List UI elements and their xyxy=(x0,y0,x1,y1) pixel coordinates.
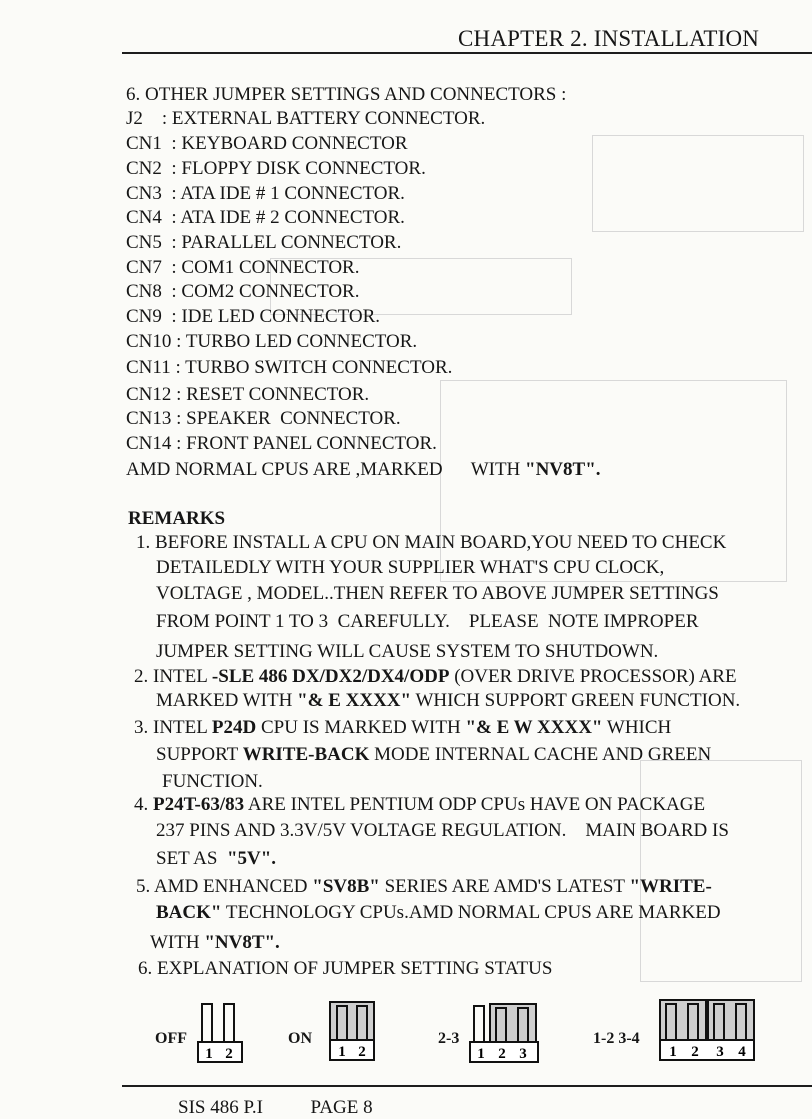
remark-bold: "NV8T". xyxy=(204,932,280,953)
remark-3-line xyxy=(134,717,671,739)
jumper-pin xyxy=(224,1004,234,1042)
pin-number: 2 xyxy=(498,1046,506,1062)
connector-item: CN4 : ATA IDE # 2 CONNECTOR. xyxy=(126,207,405,228)
chapter-title: CHAPTER 2. INSTALLATION xyxy=(458,26,760,51)
remark-text: (OVER DRIVE PROCESSOR) ARE xyxy=(449,666,737,687)
remark-1-line: JUMPER SETTING WILL CAUSE SYSTEM TO SHUTDOWN. xyxy=(156,641,659,662)
remark-bold: "WRITE- xyxy=(629,876,712,897)
remark-bold: P24T-63/83 xyxy=(153,794,245,815)
remark-bold: P24D xyxy=(211,717,257,738)
bleed-through-box xyxy=(592,135,804,232)
pin-number: 2 xyxy=(691,1044,699,1060)
connector-item: CN7 : COM1 CONNECTOR. xyxy=(126,257,360,278)
remark-text: WITH xyxy=(150,932,205,953)
remark-bold: WRITE-BACK xyxy=(242,744,370,765)
jumper-2-3-diagram xyxy=(466,1002,542,1066)
remark-text: SERIES ARE AMD'S LATEST xyxy=(379,876,630,897)
connector-item: CN11 : TURBO SWITCH CONNECTOR. xyxy=(126,357,453,378)
header-rule xyxy=(122,52,812,54)
remark-bold: "& E XXXX" xyxy=(297,690,412,711)
remark-bold: "SV8B" xyxy=(312,876,380,897)
remark-5-line xyxy=(156,902,721,924)
remark-bold: "5V". xyxy=(226,848,277,869)
remark-text: WHICH SUPPORT GREEN FUNCTION. xyxy=(411,690,741,711)
remark-5-line xyxy=(150,932,280,954)
remark-3-line xyxy=(156,744,711,766)
connector-item: CN5 : PARALLEL CONNECTOR. xyxy=(126,232,402,253)
pin-number: 1 xyxy=(669,1044,677,1060)
jumper-label-1-2-3-4: 1-2 3-4 xyxy=(593,1030,640,1047)
remark-1-line: DETAILEDLY WITH YOUR SUPPLIER WHAT'S CPU CLOCK, xyxy=(156,557,665,578)
remark-text: 2. INTEL xyxy=(134,666,212,687)
remark-4-line xyxy=(156,848,276,870)
connector-item: CN1 : KEYBOARD CONNECTOR xyxy=(126,133,408,154)
pin-number: 3 xyxy=(519,1046,527,1062)
remark-3-line: FUNCTION. xyxy=(162,771,263,792)
jumper-label-on: ON xyxy=(288,1030,312,1047)
remark-text: MODE INTERNAL CACHE AND GREEN xyxy=(369,744,712,765)
remark-text: MARKED WITH xyxy=(156,690,298,711)
remark-5-line xyxy=(136,876,712,898)
jumper-label-2-3: 2-3 xyxy=(438,1030,460,1047)
connector-item: CN13 : SPEAKER CONNECTOR. xyxy=(126,408,401,429)
amd-note-mark: "NV8T". xyxy=(525,459,601,480)
pin-number: 2 xyxy=(358,1044,366,1060)
pin-number-box xyxy=(330,1040,374,1060)
remark-text: TECHNOLOGY CPUs.AMD NORMAL CPUS ARE MARKED xyxy=(221,902,721,923)
remark-6-line: 6. EXPLANATION OF JUMPER SETTING STATUS xyxy=(138,958,553,979)
jumper-label-off: OFF xyxy=(155,1030,187,1047)
jumper-on-diagram xyxy=(328,1000,380,1066)
pin-number: 1 xyxy=(205,1046,213,1062)
connector-item: CN3 : ATA IDE # 1 CONNECTOR. xyxy=(126,183,405,204)
remark-text: SUPPORT xyxy=(156,744,243,765)
remark-text: WHICH xyxy=(602,717,672,738)
pin-number: 4 xyxy=(738,1044,746,1060)
pin-number: 3 xyxy=(716,1044,724,1060)
remark-text: 5. AMD ENHANCED xyxy=(136,876,313,897)
remark-4-line xyxy=(134,794,705,816)
remark-text: 3. INTEL xyxy=(134,717,212,738)
connector-item: CN8 : COM2 CONNECTOR. xyxy=(126,281,360,302)
footer-rule xyxy=(122,1085,812,1087)
connector-item: CN12 : RESET CONNECTOR. xyxy=(126,384,370,405)
connector-item: CN9 : IDE LED CONNECTOR. xyxy=(126,306,381,327)
pin-number: 1 xyxy=(477,1046,485,1062)
remark-1-line: VOLTAGE , MODEL..THEN REFER TO ABOVE JUMPER SETTINGS xyxy=(156,583,719,604)
remark-text: CPU IS MARKED WITH xyxy=(256,717,466,738)
jumper-pin xyxy=(474,1006,484,1042)
amd-note xyxy=(126,459,601,481)
jumper-1-2-3-4-diagram xyxy=(658,996,758,1066)
pin-number: 1 xyxy=(338,1044,346,1060)
connector-item: CN10 : TURBO LED CONNECTOR. xyxy=(126,331,418,352)
remark-bold: -SLE 486 DX/DX2/DX4/ODP xyxy=(211,666,450,687)
remark-text: 4. xyxy=(134,794,153,815)
page-footer: SIS 486 P.I PAGE 8 xyxy=(178,1097,373,1118)
connector-item: CN14 : FRONT PANEL CONNECTOR. xyxy=(126,433,437,454)
section-heading: 6. OTHER JUMPER SETTINGS AND CONNECTORS : xyxy=(126,84,567,105)
remark-2-line xyxy=(156,690,740,712)
pin-number: 2 xyxy=(225,1046,233,1062)
connector-item: J2 : EXTERNAL BATTERY CONNECTOR. xyxy=(126,108,486,129)
remark-1-line: 1. BEFORE INSTALL A CPU ON MAIN BOARD,YOU NEED TO CHECK xyxy=(136,532,727,553)
jumper-off-diagram xyxy=(196,1002,248,1066)
remark-2-line xyxy=(134,666,737,688)
amd-note-text: AMD NORMAL CPUS ARE ,MARKED WITH xyxy=(126,459,526,480)
remarks-title: REMARKS xyxy=(128,508,226,529)
remark-4-line: 237 PINS AND 3.3V/5V VOLTAGE REGULATION. MAIN BOARD IS xyxy=(156,820,729,841)
jumper-pin xyxy=(202,1004,212,1042)
remark-text: SET AS xyxy=(156,848,227,869)
remark-1-line: FROM POINT 1 TO 3 CAREFULLY. PLEASE NOTE IMPROPER xyxy=(156,611,699,632)
remark-bold: "& E W XXXX" xyxy=(465,717,603,738)
remark-text: ARE INTEL PENTIUM ODP CPUs HAVE ON PACKAGE xyxy=(244,794,706,815)
remark-bold: BACK" xyxy=(156,902,222,923)
connector-item: CN2 : FLOPPY DISK CONNECTOR. xyxy=(126,158,426,179)
